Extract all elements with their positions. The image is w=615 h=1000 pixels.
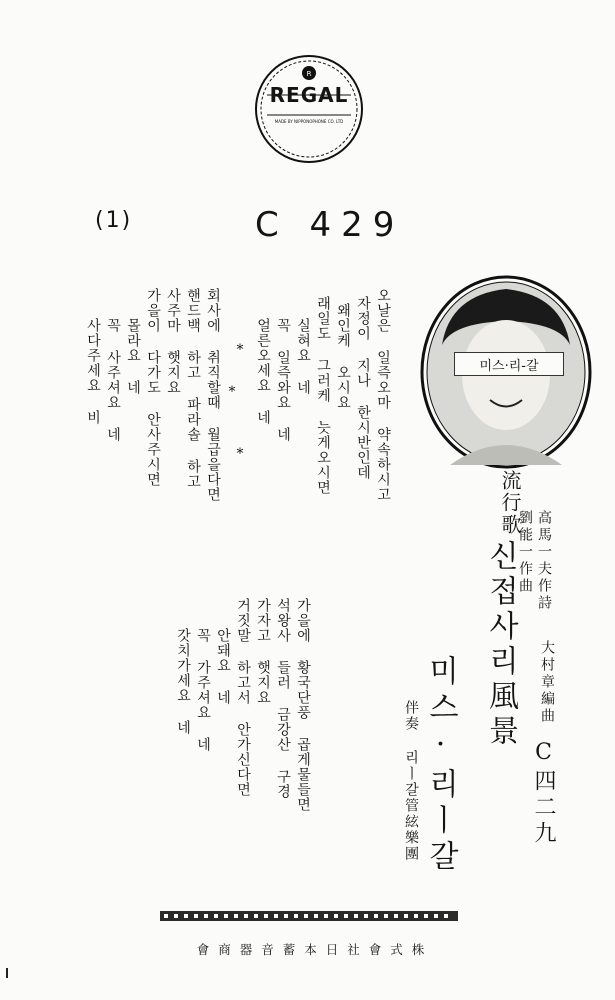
lyric-line: 핸드백 하고 파라솔 하고 bbox=[185, 288, 201, 489]
company-name: 株式會社日本蓄音器商會 bbox=[196, 942, 434, 957]
lyric-line: 얼른오세요 네 bbox=[255, 318, 271, 425]
decorative-bar bbox=[160, 911, 458, 921]
logo-text: REGAL bbox=[269, 83, 349, 107]
song-title: 신접사리風景 bbox=[483, 540, 518, 750]
artist-name: 미스·리ㅣ갈 bbox=[423, 655, 458, 876]
catalog-code-vertical: C四二九 bbox=[531, 740, 556, 847]
lyric-line: 사주마 햇지요 bbox=[165, 288, 181, 395]
stanza-separator: * bbox=[232, 342, 248, 358]
lyric-line: 회사에 취직할때 월급을다면 bbox=[205, 288, 221, 502]
accompaniment: 伴奏 리ㅣ갈管絃樂團 bbox=[403, 700, 419, 862]
edge-mark bbox=[6, 968, 8, 978]
stanza-separator: * bbox=[224, 384, 240, 400]
lyric-line: 가을에 황국단풍 곱게물들면 bbox=[295, 598, 311, 812]
catalog-code: C 429 bbox=[255, 205, 405, 245]
lyric-line: 왜인케 오시요 bbox=[335, 303, 351, 410]
lyric-line: 꼭 가주셔요 네 bbox=[195, 628, 211, 752]
lyricist-credit: 高馬一夫作詩 bbox=[536, 510, 552, 612]
lyric-line: 래일도 그러케 늣게오시면 bbox=[315, 296, 331, 495]
lyric-line: 꼭 사주셔요 네 bbox=[105, 318, 121, 442]
catalog-number: (1) bbox=[95, 208, 133, 233]
arranger-credit: 大村章編曲 bbox=[539, 640, 555, 725]
lyric-line: 석왕사 들러 금강산 구경 bbox=[275, 598, 291, 799]
lyric-line: 오날은 일즉오마 약속하시고 bbox=[375, 288, 391, 502]
composer-credit: 劉能一作曲 bbox=[517, 510, 533, 595]
lyric-line: 가을이 다가도 안사주시면 bbox=[145, 288, 161, 487]
svg-text:R: R bbox=[306, 70, 312, 78]
genre-label: 流行歌 bbox=[498, 470, 522, 536]
lyric-line: 가자고 햇지요 bbox=[255, 598, 271, 705]
stanza-separator: * bbox=[232, 446, 248, 462]
lyric-line: 자정이 지나 한시반인데 bbox=[355, 296, 371, 480]
lyric-line: 갓치가세요 네 bbox=[175, 628, 191, 735]
regal-logo bbox=[253, 53, 365, 165]
lyric-line: 몰라요 네 bbox=[125, 318, 141, 395]
lyric-line: 거짓말 하고서 안가신다면 bbox=[235, 598, 251, 797]
portrait-name-label: 미스·리-갈 bbox=[454, 352, 564, 376]
lyric-line: 사다주세요 비 bbox=[85, 318, 101, 425]
lyric-line: 꼭 일즉와요 네 bbox=[275, 318, 291, 442]
lyric-line: 실혀요 네 bbox=[295, 318, 311, 395]
lyric-line: 안돼요 네 bbox=[215, 628, 231, 705]
logo-small-text: MADE BY NIPPONOPHONE CO. LTD bbox=[274, 119, 344, 124]
